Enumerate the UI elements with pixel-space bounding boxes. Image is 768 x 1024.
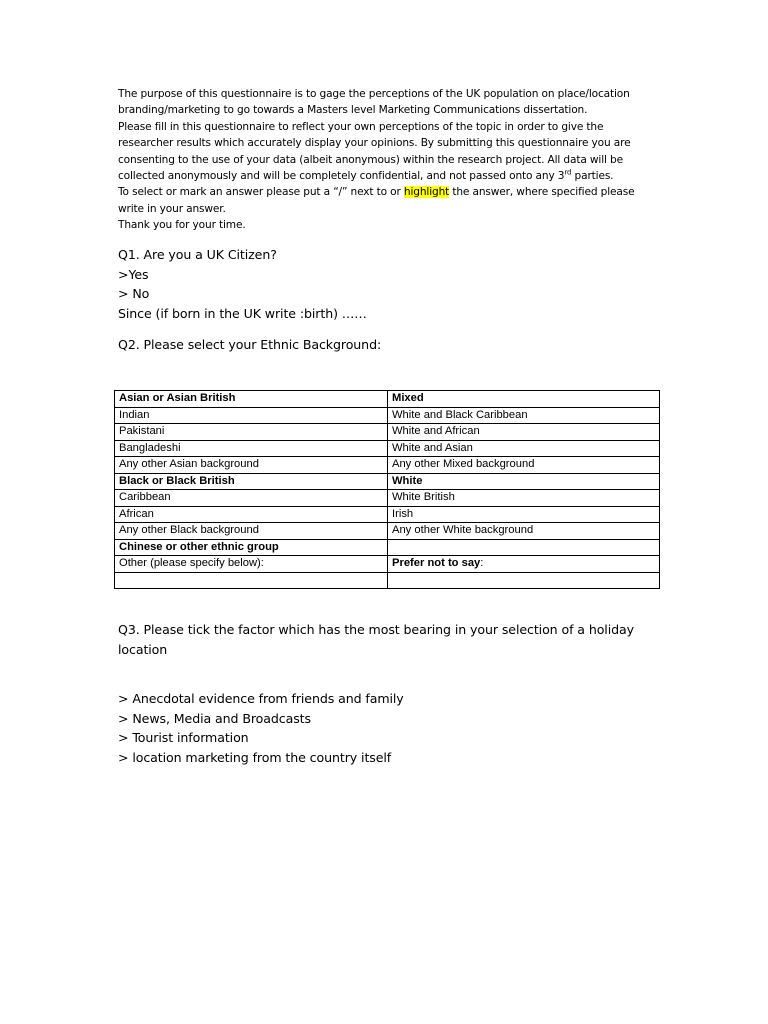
answer-option[interactable]: > Tourist information [118,730,249,746]
table-cell-left[interactable]: African [115,506,388,523]
question-2-title: Q2. Please select your Ethnic Background: [118,337,382,352]
table-cell-right[interactable] [388,556,660,573]
table-cell-left[interactable]: Any other Black background [115,523,388,540]
answer-option[interactable]: > location marketing from the country itself [118,749,392,765]
table-cell-right[interactable]: White British [388,490,660,507]
table-cell-right[interactable]: White and African [388,424,660,441]
table-cell-left[interactable]: Indian [115,407,388,424]
table-cell-left[interactable]: Other (please specify below): [115,556,388,573]
table-row [115,539,660,556]
table-cell-left[interactable]: Chinese or other ethnic group [115,539,388,556]
table-cell-left[interactable]: Any other Asian background [115,457,388,474]
intro-line [118,168,678,184]
table-cell-left[interactable]: Asian or Asian British [115,391,388,408]
intro-text: collected anonymously and will be completely confidential, and not passed onto any 3 [118,170,565,183]
table-row [115,391,660,408]
highlighted-word: highlight [403,186,450,199]
intro-line: consenting to the use of your data (albeit anonymous) within the research project. All data will be [118,153,623,166]
answer-option[interactable]: > Anecdotal evidence from friends and family [118,691,404,706]
table-cell-right[interactable]: Any other White background [388,523,660,540]
table-cell-right[interactable]: White and Black Caribbean [388,407,660,424]
table-cell-right [388,539,660,556]
since-write-in[interactable]: Since (if born in the UK write :birth) …… [118,305,367,321]
table-row [115,440,660,457]
table-cell-left[interactable]: Black or Black British [115,473,388,490]
intro-text: parties. [571,170,614,183]
table-row [115,473,660,490]
intro-line: Thank you for your time. [118,219,246,232]
table-cell-left[interactable]: Caribbean [115,490,388,507]
question-3-title-cont: location [118,641,168,657]
ordinal-superscript: rd [564,168,572,177]
table-cell-left [115,572,388,589]
table-row [115,490,660,507]
intro-line: researcher results which accurately display your opinions. By submitting this questionnaire you are [118,137,631,150]
table-row [115,457,660,474]
table-cell-right[interactable]: Any other Mixed background [388,457,660,474]
intro-line: Please fill in this questionnaire to reflect your own perceptions of the topic in order to give the [118,120,604,133]
table-cell-right[interactable]: Mixed [388,391,660,408]
table-row [115,506,660,523]
ethnic-background-table [114,390,660,589]
question-3 [118,620,678,659]
intro-text: To select or mark an answer please put a “/” next to or [118,186,404,199]
intro-paragraph [118,86,678,234]
table-cell-right[interactable]: White [388,473,660,490]
question-1-title: Q1. Are you a UK Citizen? [118,247,277,262]
question-3-options [118,689,678,767]
intro-line [118,184,678,200]
table-cell-left[interactable]: Pakistani [115,424,388,441]
cell-plain-text: : [480,557,484,570]
intro-line: write in your answer. [118,202,226,215]
answer-option[interactable]: > News, Media and Broadcasts [118,710,311,726]
table-row [115,424,660,441]
table-cell-right [388,572,660,589]
table-row [115,407,660,424]
table-row [115,556,660,573]
table-row [115,572,660,589]
question-3-title: Q3. Please tick the factor which has the most bearing in your selection of a holiday [118,622,634,637]
answer-option-no[interactable]: > No [118,286,150,302]
question-2 [118,335,678,355]
table-cell-right[interactable]: Irish [388,506,660,523]
cell-bold-text: Prefer not to say [392,557,481,570]
intro-line: The purpose of this questionnaire is to gage the perceptions of the UK population on place/location [118,88,630,100]
table-row [115,523,660,540]
question-1 [118,245,678,323]
answer-option-yes[interactable]: >Yes [118,266,149,282]
intro-text: the answer, where specified please [449,186,635,199]
table-cell-left[interactable]: Bangladeshi [115,440,388,457]
table-cell-right[interactable]: White and Asian [388,440,660,457]
intro-line: branding/marketing to go towards a Masters level Marketing Communications dissertation. [118,104,588,117]
